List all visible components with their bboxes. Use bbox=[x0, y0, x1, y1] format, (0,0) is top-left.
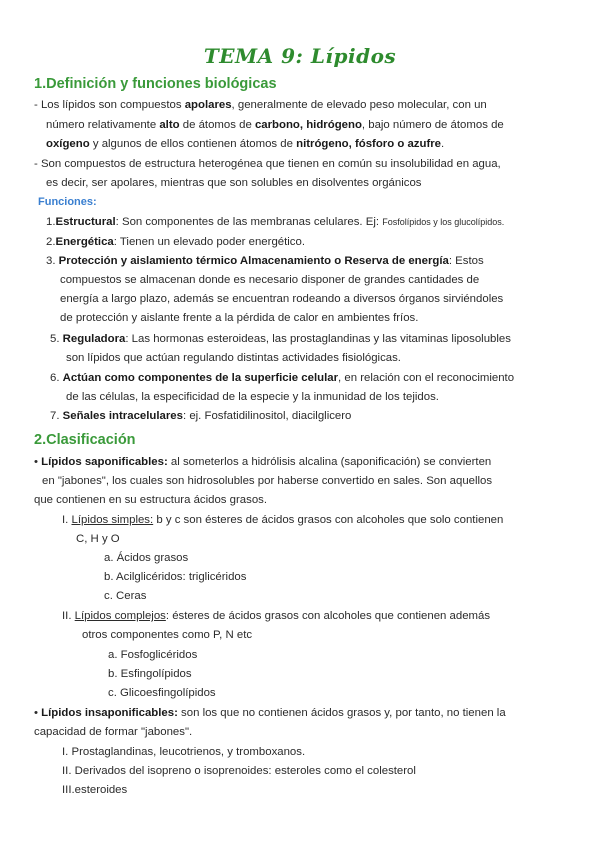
paragraph-1-line-1: - Los lípidos son compuestos apolares, generalmente de elevado peso molecular, con un bbox=[34, 99, 487, 111]
insaponificables-item-3: III.esteroides bbox=[62, 784, 128, 796]
function-6-line-1: 6. Actúan como componentes de la superficie celular, en relación con el reconocimiento bbox=[50, 372, 515, 384]
complejos-item-b: b. Esfingolípidos bbox=[108, 668, 192, 680]
insaponificables-line-2: capacidad de formar "jabones". bbox=[34, 726, 193, 738]
insaponificables-line-1: • Lípidos insaponificables: son los que no contienen ácidos grasos y, por tanto, no tienen la bbox=[34, 707, 506, 719]
simples-item-c: c. Ceras bbox=[104, 590, 147, 602]
function-7: 7. Señales intracelulares: ej. Fosfatidilinositol, diacilglicero bbox=[50, 410, 352, 422]
saponificables-line-2: en "jabones", los cuales son hidrosolubles por haberse convertido en sales. Son aquellos bbox=[42, 475, 493, 487]
complejos-item-c: c. Glicoesfingolípidos bbox=[108, 687, 216, 699]
complejos-item-a: a. Fosfoglicéridos bbox=[108, 649, 198, 661]
function-3-line-3: energía a largo plazo, además se encuentran rodeando a diversos órganos sirviéndoles bbox=[60, 293, 504, 305]
function-3-line-4: de protección y aislante frente a la pérdida de calor en ambientes fríos. bbox=[60, 312, 419, 324]
function-3-line-1: 3. Protección y aislamiento térmico Almacenamiento o Reserva de energía: Estos bbox=[46, 255, 484, 267]
insaponificables-item-1: I. Prostaglandinas, leucotrienos, y tromboxanos. bbox=[62, 746, 306, 758]
function-2: 2.Energética: Tienen un elevado poder energético. bbox=[46, 236, 305, 248]
function-6-line-2: de las células, la especificidad de la especie y la inmunidad de los tejidos. bbox=[66, 391, 439, 403]
insaponificables-item-2: II. Derivados del isopreno o isoprenoides: esteroles como el colesterol bbox=[62, 765, 416, 777]
page-title: TEMA 9: Lípidos bbox=[203, 44, 397, 68]
function-5-line-2: son lípidos que actúan regulando distintas actividades fisiológicas. bbox=[66, 352, 401, 364]
simples-item-a: a. Ácidos grasos bbox=[104, 552, 189, 564]
simples-line-1: I. Lípidos simples: b y c son ésteres de ácidos grasos con alcoholes que solo contienen bbox=[62, 514, 504, 526]
section-1-heading: 1.Definición y funciones biológicas bbox=[34, 76, 277, 92]
saponificables-line-1: • Lípidos saponificables: al someterlos a hidrólisis alcalina (saponificación) se convierten bbox=[34, 456, 492, 468]
function-5-line-1: 5. Reguladora: Las hormonas esteroideas, las prostaglandinas y las vitaminas liposolubles bbox=[50, 333, 511, 345]
funciones-label: Funciones: bbox=[38, 196, 97, 208]
simples-line-2: C, H y O bbox=[76, 533, 120, 545]
paragraph-2-line-1: - Son compuestos de estructura heterogénea que tienen en común su insolubilidad en agua, bbox=[34, 158, 501, 170]
function-1: 1.Estructural: Son componentes de las membranas celulares. Ej: Fosfolípidos y los glucolípidos. bbox=[46, 216, 505, 228]
simples-item-b: b. Acilglicéridos: triglicéridos bbox=[104, 571, 247, 583]
paragraph-1-line-2: número relativamente alto de átomos de carbono, hidrógeno, bajo número de átomos de bbox=[46, 119, 504, 131]
complejos-line-2: otros componentes como P, N etc bbox=[82, 629, 253, 641]
paragraph-1-line-3: oxígeno y algunos de ellos contienen átomos de nitrógeno, fósforo o azufre. bbox=[46, 138, 445, 150]
function-3-line-2: compuestos se almacenan donde es necesario disponer de grandes cantidades de bbox=[60, 274, 480, 286]
saponificables-line-3: que contienen en su estructura ácidos grasos. bbox=[34, 494, 268, 506]
complejos-line-1: II. Lípidos complejos: ésteres de ácidos grasos con alcoholes que contienen además bbox=[62, 610, 491, 622]
section-2-heading: 2.Clasificación bbox=[34, 432, 136, 448]
paragraph-2-line-2: es decir, ser apolares, mientras que son solubles en disolventes orgánicos bbox=[46, 177, 422, 189]
